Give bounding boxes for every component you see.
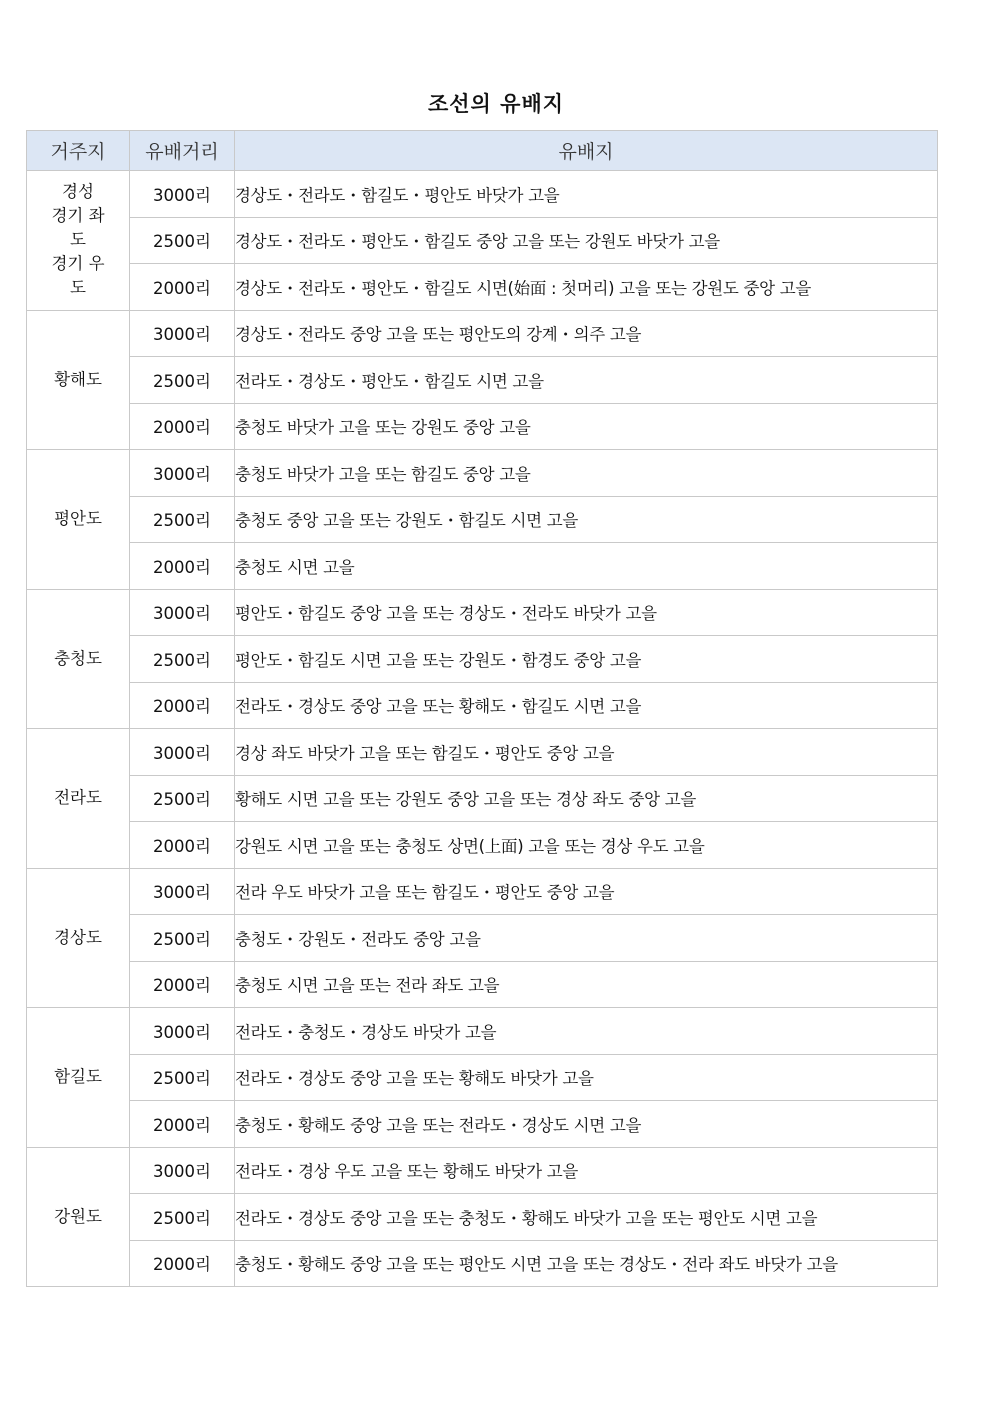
table-row: [27, 729, 938, 776]
table-row: [27, 961, 938, 1008]
table-row: [27, 1240, 938, 1287]
region-cell: [27, 1147, 130, 1287]
distance-cell: 2000리: [130, 961, 235, 1008]
distance-cell: 2500리: [130, 1194, 235, 1241]
header-residence: 거주지: [27, 131, 130, 171]
destination-cell: 충청도 바닷가 고을 또는 함길도 중앙 고을: [235, 450, 938, 497]
destination-cell: 전라도・경상 우도 고을 또는 황해도 바닷가 고을: [235, 1147, 938, 1194]
distance-cell: 2000리: [130, 1240, 235, 1287]
region-name-line: 함길도: [54, 1067, 102, 1087]
region-cell: [27, 589, 130, 729]
region-name-line: 전라도: [54, 788, 102, 808]
distance-cell: 3000리: [130, 450, 235, 497]
distance-cell: 2000리: [130, 1101, 235, 1148]
destination-cell: 충청도・강원도・전라도 중앙 고을: [235, 915, 938, 962]
region-cell: [27, 729, 130, 869]
distance-cell: 3000리: [130, 729, 235, 776]
table-row: [27, 171, 938, 218]
table-row: [27, 310, 938, 357]
region-name-line: 경기 우: [51, 254, 105, 274]
destination-cell: 전라도・경상도 중앙 고을 또는 충청도・황해도 바닷가 고을 또는 평안도 시면 고을: [235, 1194, 938, 1241]
table-row: [27, 822, 938, 869]
table-row: [27, 403, 938, 450]
distance-cell: 2500리: [130, 1054, 235, 1101]
distance-cell: 2500리: [130, 357, 235, 404]
table-row: [27, 1101, 938, 1148]
distance-cell: 2500리: [130, 915, 235, 962]
distance-cell: 2000리: [130, 543, 235, 590]
destination-cell: 전라도・경상도 중앙 고을 또는 황해도 바닷가 고을: [235, 1054, 938, 1101]
distance-cell: 3000리: [130, 1147, 235, 1194]
region-name-line: 충청도: [54, 648, 102, 668]
distance-cell: 2000리: [130, 403, 235, 450]
region-name-line: 경상도: [54, 927, 102, 947]
destination-cell: 경상도・전라도・평안도・함길도 시면(始面 : 첫머리) 고을 또는 강원도 중앙 고을: [235, 264, 938, 311]
destination-cell: 충청도 시면 고을 또는 전라 좌도 고을: [235, 961, 938, 1008]
distance-cell: 2000리: [130, 682, 235, 729]
table-row: [27, 217, 938, 264]
region-name-line: 경성: [62, 182, 94, 202]
distance-cell: 3000리: [130, 171, 235, 218]
header-distance: 유배거리: [130, 131, 235, 171]
destination-cell: 전라도・경상도 중앙 고을 또는 황해도・함길도 시면 고을: [235, 682, 938, 729]
table-row: [27, 264, 938, 311]
page-title: 조선의 유배지: [427, 92, 565, 116]
destination-cell: 평안도・함길도 중앙 고을 또는 경상도・전라도 바닷가 고을: [235, 589, 938, 636]
table-row: [27, 1054, 938, 1101]
destination-cell: 충청도・황해도 중앙 고을 또는 전라도・경상도 시면 고을: [235, 1101, 938, 1148]
exile-table: [26, 130, 938, 1287]
region-name-line: 경기 좌: [51, 206, 105, 226]
table-row: [27, 450, 938, 497]
region-cell: [27, 450, 130, 590]
region-cell: [27, 1008, 130, 1148]
table-row: [27, 636, 938, 683]
destination-cell: 평안도・함길도 시면 고을 또는 강원도・함경도 중앙 고을: [235, 636, 938, 683]
destination-cell: 전라 우도 바닷가 고을 또는 함길도・평안도 중앙 고을: [235, 868, 938, 915]
region-cell: [27, 868, 130, 1008]
table-row: [27, 543, 938, 590]
region-cell: [27, 171, 130, 311]
region-name-line: 평안도: [54, 509, 102, 529]
region-name-line: 도: [70, 230, 86, 250]
destination-cell: 충청도 시면 고을: [235, 543, 938, 590]
distance-cell: 3000리: [130, 310, 235, 357]
table-row: [27, 868, 938, 915]
destination-cell: 충청도・황해도 중앙 고을 또는 평안도 시면 고을 또는 경상도・전라 좌도 바닷가 고을: [235, 1240, 938, 1287]
destination-cell: 경상도・전라도 중앙 고을 또는 평안도의 강계・의주 고을: [235, 310, 938, 357]
destination-cell: 충청도 바닷가 고을 또는 강원도 중앙 고을: [235, 403, 938, 450]
table-row: [27, 775, 938, 822]
distance-cell: 2000리: [130, 264, 235, 311]
table-row: [27, 1008, 938, 1055]
table-body: [27, 171, 938, 1287]
destination-cell: 전라도・충청도・경상도 바닷가 고을: [235, 1008, 938, 1055]
distance-cell: 2500리: [130, 217, 235, 264]
table-row: [27, 1194, 938, 1241]
table-header-row: [27, 131, 938, 171]
table-row: [27, 357, 938, 404]
destination-cell: 경상도・전라도・평안도・함길도 중앙 고을 또는 강원도 바닷가 고을: [235, 217, 938, 264]
distance-cell: 2500리: [130, 496, 235, 543]
destination-cell: 충청도 중앙 고을 또는 강원도・함길도 시면 고을: [235, 496, 938, 543]
table-row: [27, 682, 938, 729]
distance-cell: 3000리: [130, 1008, 235, 1055]
destination-cell: 경상 좌도 바닷가 고을 또는 함길도・평안도 중앙 고을: [235, 729, 938, 776]
destination-cell: 전라도・경상도・평안도・함길도 시면 고을: [235, 357, 938, 404]
distance-cell: 2000리: [130, 822, 235, 869]
region-name-line: 황해도: [54, 369, 102, 389]
table-row: [27, 915, 938, 962]
destination-cell: 강원도 시면 고을 또는 충청도 상면(上面) 고을 또는 경상 우도 고을: [235, 822, 938, 869]
region-name-line: 도: [70, 278, 86, 298]
table-row: [27, 1147, 938, 1194]
header-destination: 유배지: [235, 131, 938, 171]
distance-cell: 3000리: [130, 589, 235, 636]
destination-cell: 황해도 시면 고을 또는 강원도 중앙 고을 또는 경상 좌도 중앙 고을: [235, 775, 938, 822]
region-name-line: 강원도: [54, 1206, 102, 1226]
table-row: [27, 496, 938, 543]
distance-cell: 2500리: [130, 636, 235, 683]
distance-cell: 3000리: [130, 868, 235, 915]
table-row: [27, 589, 938, 636]
destination-cell: 경상도・전라도・함길도・평안도 바닷가 고을: [235, 171, 938, 218]
distance-cell: 2500리: [130, 775, 235, 822]
region-cell: [27, 310, 130, 450]
